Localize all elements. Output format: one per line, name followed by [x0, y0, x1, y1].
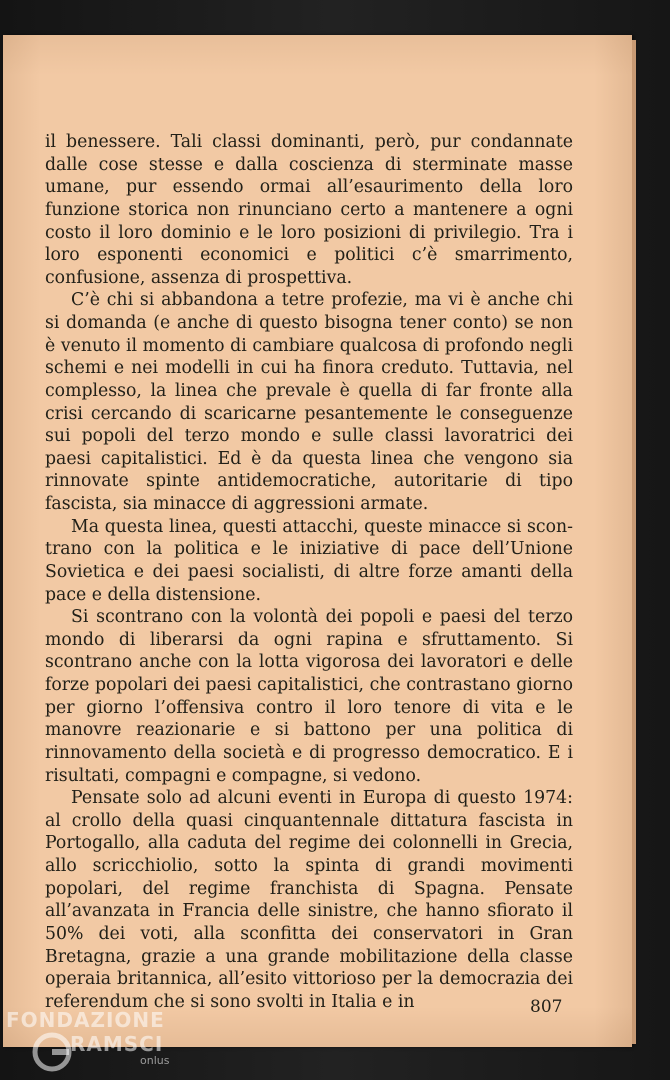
paragraph: Pensate solo ad alcuni eventi in Europa di questo 1974: al crollo della quasi cinquantennale dittatura fascista in Portogallo, alla caduta del regime dei colonnelli in Grecia, allo scricchiolio, sotto la spinta di grandi movimenti popolari, del regime franchista di Spagna. Pensate all’avanzata in Francia delle sinistre, che hanno sfiorato il 50% dei voti, alla sconfitta dei conservatori in Gran Bretagna, grazie a una grande mobilitazione della classe operaia britannica, all’esito vittorioso per la democrazia dei referendum che si sono svolti in Italia e in [45, 788, 573, 1012]
body-text [45, 131, 573, 1013]
watermark-line2: RAMSCI [70, 1032, 164, 1056]
page-edge [632, 40, 636, 1044]
paragraph: Si scontrano con la volontà dei popoli e paesi del terzo mondo di liberarsi da ogni rapina e sfruttamento. Si scontrano anche con la lotta vigorosa dei lavoratori e delle forze popolari dei paesi capitalistici, che contrastano giorno per giorno l’offensiva contro il loro tenore di vita e le manovre reazionarie e si battono per una politica di rinnovamento della società e di progresso democratico. E i risultati, compagni e compagne, si vedono. [45, 607, 573, 786]
paragraph: il benessere. Tali classi dominanti, però, pur condannate dalle cose stesse e dalla coscienza di sterminate masse umane, pur essendo ormai all’esaurimento della loro funzione storica non rinunciano certo a mantenere a ogni costo il loro dominio e le loro posizioni di privilegio. Tra i loro esponenti economici e politici c’è smarrimento, confusione, assenza di prospettiva. [45, 132, 573, 288]
watermark-g-logo-icon [30, 1030, 74, 1074]
paragraph: C’è chi si abbandona a tetre profezie, ma vi è anche chi si domanda (e anche di questo bisogna tener conto) se non è venuto il momento di cambiare qualcosa di profondo negli schemi e nei modelli in cui ha finora creduto. Tuttavia, nel complesso, la linea che prevale è quella di far fronte alla crisi cercando di scaricarne pesantemente le conseguenze sui popoli del terzo mondo e sulle classi lavoratrici dei paesi capitalistici. Ed è da questa linea che vengono sia rinnovate spinte antidemocratiche, autoritarie di tipo fascista, sia minacce di aggressioni armate. [45, 290, 573, 514]
page-number: 807 [530, 997, 563, 1017]
watermark-suffix: onlus [140, 1054, 170, 1067]
watermark-line1: FONDAZIONE [6, 1008, 165, 1032]
watermark [6, 1004, 206, 1074]
paragraph: Ma questa linea, questi attacchi, queste minacce si scontrano con la politica e le iniziative di pace dell’Unione Sovietica e dei paesi socialisti, di altre forze amanti della pace e della distensione. [45, 516, 573, 605]
